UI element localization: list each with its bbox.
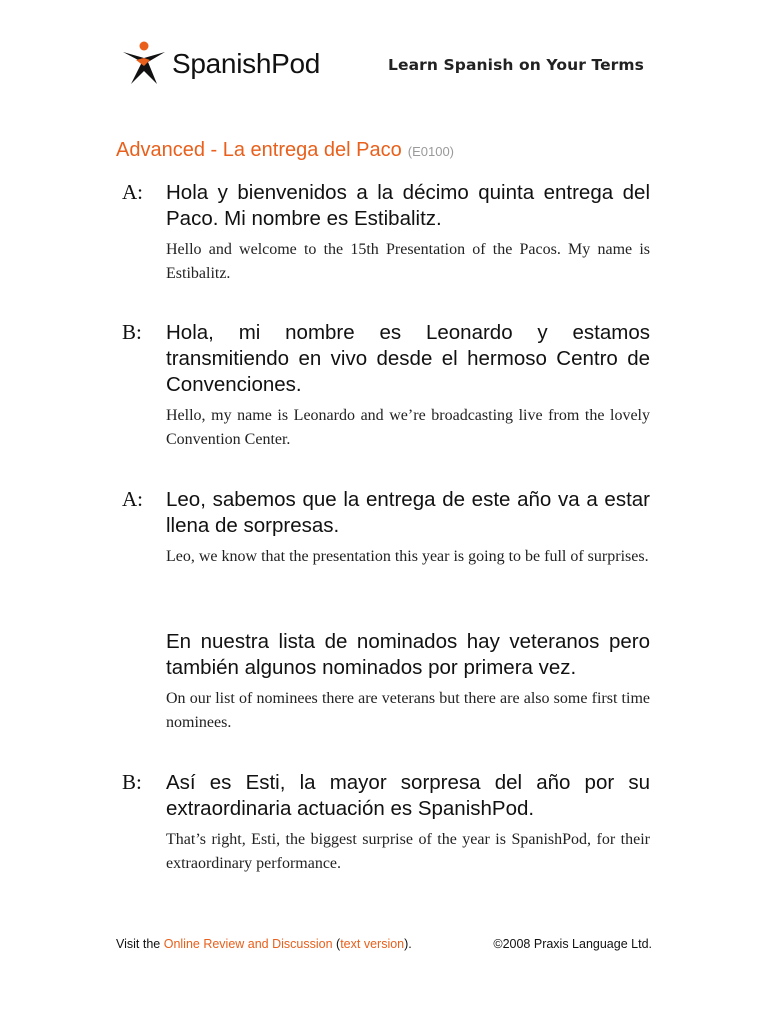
spanishpod-logo: [120, 40, 320, 88]
footer-links: [116, 937, 412, 951]
speaker-label: B:: [122, 320, 142, 344]
english-translation: Leo, we know that the presentation this year is going to be full of surprises.: [166, 548, 649, 565]
tagline: Learn Spanish on Your Terms: [388, 56, 644, 74]
speaker-label: B:: [122, 770, 142, 794]
spanish-text: Leo, sabemos que la entrega de este año va a estar llena de sorpresas.: [166, 488, 650, 537]
spanishpod-figure-icon: [120, 40, 168, 88]
speaker-label: A:: [122, 487, 143, 511]
spanish-text: Hola, mi nombre es Leonardo y estamos transmitiendo en vivo desde el hermoso Centro de Convenciones.: [166, 321, 650, 396]
online-review-link[interactable]: Online Review and Discussion: [163, 937, 333, 951]
lesson-title-text: Advanced - La entrega del Paco: [116, 139, 402, 161]
english-translation: That’s right, Esti, the biggest surprise of the year is SpanishPod, for their extraordinary performance.: [166, 831, 650, 872]
english-translation: Hello, my name is Leonardo and we’re broadcasting live from the lovely Convention Center.: [166, 407, 650, 448]
spanish-text: Hola y bienvenidos a la décimo quinta entrega del Paco. Mi nombre es Estibalitz.: [166, 181, 650, 230]
copyright: ©2008 Praxis Language Ltd.: [493, 937, 652, 951]
lesson-title: [116, 139, 454, 162]
footer-paren-close: ).: [404, 937, 412, 951]
brand-name: SpanishPod: [172, 48, 321, 79]
speaker-label: A:: [122, 180, 143, 204]
lesson-code: (E0100): [407, 144, 455, 159]
text-version-link[interactable]: text version: [340, 937, 405, 951]
english-translation: Hello and welcome to the 15th Presentation of the Pacos. My name is Estibalitz.: [166, 241, 650, 282]
footer-paren-open: (: [332, 937, 341, 951]
spanish-text: Así es Esti, la mayor sorpresa del año por su extraordinaria actuación es SpanishPod.: [166, 771, 650, 820]
english-translation: On our list of nominees there are veterans but there are also some first time nominees.: [166, 690, 650, 731]
spanish-text: En nuestra lista de nominados hay veteranos pero también algunos nominados por primera vez.: [166, 630, 650, 679]
footer-visit-text: Visit the: [116, 937, 164, 951]
